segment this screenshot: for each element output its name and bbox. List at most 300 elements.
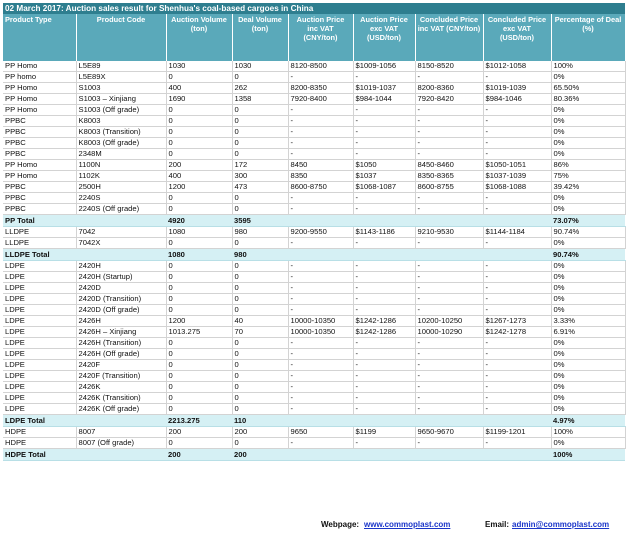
cell-auction-price-usd: -	[353, 138, 415, 149]
cell-auction-volume: 1690	[166, 94, 232, 105]
table-row	[3, 327, 625, 338]
cell-auction-price-cny: -	[288, 238, 353, 249]
cell-deal-volume: 0	[232, 272, 288, 283]
cell-deal-volume: 110	[232, 415, 288, 427]
cell-percentage-deal: 0%	[551, 393, 625, 404]
cell-product-type: LDPE	[3, 316, 76, 327]
cell-product-type: LDPE	[3, 382, 76, 393]
cell-product-code: 2426K (Transition)	[76, 393, 166, 404]
cell-percentage-deal: 39.42%	[551, 182, 625, 193]
cell-deal-volume: 70	[232, 327, 288, 338]
cell-auction-price-cny: -	[288, 338, 353, 349]
cell-auction-volume: 0	[166, 283, 232, 294]
cell-auction-price-cny: -	[288, 149, 353, 160]
table-row	[3, 238, 625, 249]
cell-concluded-price-cny: 8150-8520	[415, 61, 483, 72]
cell-concluded-price-cny: -	[415, 360, 483, 371]
cell-concluded-price-usd: -	[483, 127, 551, 138]
cell-concluded-price-usd: -	[483, 149, 551, 160]
cell-auction-volume: 1200	[166, 182, 232, 193]
cell-concluded-price-cny: -	[415, 272, 483, 283]
cell-auction-price-usd: -	[353, 261, 415, 272]
cell-concluded-price-cny: -	[415, 149, 483, 160]
cell-auction-price-cny: 7920-8400	[288, 94, 353, 105]
cell-deal-volume: 473	[232, 182, 288, 193]
cell-product-type: LLDPE	[3, 227, 76, 238]
cell-product-code: 2426H (Off grade)	[76, 349, 166, 360]
cell-product-type: LDPE	[3, 404, 76, 415]
cell-concluded-price-cny: -	[415, 116, 483, 127]
header-percentage-deal: Percentage of Deal (%)	[551, 14, 625, 61]
cell-auction-volume: 0	[166, 338, 232, 349]
cell-concluded-price-usd: -	[483, 393, 551, 404]
cell-auction-price-usd: $1050	[353, 160, 415, 171]
cell-concluded-price-cny: 10000-10290	[415, 327, 483, 338]
cell-auction-volume: 0	[166, 127, 232, 138]
cell-auction-price-usd: $1019-1037	[353, 83, 415, 94]
table-title: 02 March 2017: Auction sales result for Shenhua's coal-based cargoes in China	[3, 3, 625, 14]
cell-auction-price-cny: -	[288, 72, 353, 83]
cell-concluded-price-cny: 9210-9530	[415, 227, 483, 238]
cell-deal-volume: 980	[232, 227, 288, 238]
cell-product-type: LDPE	[3, 272, 76, 283]
cell-concluded-price-usd: -	[483, 404, 551, 415]
cell-product-type: LDPE	[3, 338, 76, 349]
cell-deal-volume: 0	[232, 72, 288, 83]
cell-percentage-deal: 90.74%	[551, 249, 625, 261]
header-auction-price-cny: Auction Price inc VAT (CNY/ton)	[288, 14, 353, 61]
cell-auction-price-cny: -	[288, 371, 353, 382]
cell-auction-volume: 0	[166, 149, 232, 160]
table-row	[3, 261, 625, 272]
table-row	[3, 105, 625, 116]
cell-concluded-price-cny: -	[415, 349, 483, 360]
cell-product-type: PP Total	[3, 215, 76, 227]
cell-deal-volume: 0	[232, 261, 288, 272]
cell-concluded-price-usd: $1242-1278	[483, 327, 551, 338]
cell-product-type: LDPE	[3, 371, 76, 382]
cell-auction-price-cny: -	[288, 193, 353, 204]
cell-product-type: PPBC	[3, 149, 76, 160]
cell-auction-volume: 0	[166, 261, 232, 272]
cell-product-type: PPBC	[3, 193, 76, 204]
cell-product-code: 8007 (Off grade)	[76, 438, 166, 449]
cell-concluded-price-usd: -	[483, 360, 551, 371]
cell-auction-price-usd: -	[353, 127, 415, 138]
cell-deal-volume: 262	[232, 83, 288, 94]
cell-product-type: LDPE	[3, 283, 76, 294]
cell-auction-volume: 0	[166, 360, 232, 371]
table-body	[3, 61, 625, 461]
cell-percentage-deal: 65.50%	[551, 83, 625, 94]
cell-product-type: LDPE	[3, 327, 76, 338]
cell-deal-volume: 300	[232, 171, 288, 182]
cell-product-code: 2426H	[76, 316, 166, 327]
cell-auction-price-cny: -	[288, 272, 353, 283]
cell-percentage-deal: 90.74%	[551, 227, 625, 238]
cell-auction-price-usd	[353, 449, 415, 461]
cell-percentage-deal: 0%	[551, 294, 625, 305]
table-row	[3, 427, 625, 438]
cell-auction-volume: 1080	[166, 249, 232, 261]
cell-deal-volume: 0	[232, 404, 288, 415]
table-row	[3, 438, 625, 449]
cell-auction-price-usd: -	[353, 349, 415, 360]
cell-auction-volume: 2213.275	[166, 415, 232, 427]
cell-product-type: LDPE	[3, 294, 76, 305]
cell-product-code: 7042	[76, 227, 166, 238]
cell-product-code: L5E89	[76, 61, 166, 72]
webpage-link[interactable]: www.commoplast.com	[364, 520, 451, 529]
cell-auction-volume: 0	[166, 238, 232, 249]
table-row	[3, 193, 625, 204]
cell-percentage-deal: 0%	[551, 404, 625, 415]
cell-auction-price-cny	[288, 249, 353, 261]
cell-auction-price-cny: -	[288, 261, 353, 272]
table-row	[3, 404, 625, 415]
cell-auction-volume: 200	[166, 427, 232, 438]
cell-auction-price-usd: -	[353, 193, 415, 204]
cell-deal-volume: 0	[232, 360, 288, 371]
cell-concluded-price-usd: -	[483, 283, 551, 294]
header-concluded-price-usd: Concluded Price exc VAT (USD/ton)	[483, 14, 551, 61]
email-link[interactable]: admin@commoplast.com	[512, 520, 610, 529]
table-row	[3, 116, 625, 127]
cell-auction-price-usd: -	[353, 294, 415, 305]
cell-product-code: S1003	[76, 83, 166, 94]
cell-concluded-price-cny: -	[415, 238, 483, 249]
cell-concluded-price-usd: $1199-1201	[483, 427, 551, 438]
cell-concluded-price-cny: -	[415, 105, 483, 116]
cell-deal-volume: 0	[232, 393, 288, 404]
cell-concluded-price-usd: $1144-1184	[483, 227, 551, 238]
cell-product-type: LLDPE Total	[3, 249, 76, 261]
cell-auction-price-usd: -	[353, 382, 415, 393]
cell-auction-price-cny	[288, 215, 353, 227]
cell-percentage-deal: 73.07%	[551, 215, 625, 227]
cell-deal-volume: 40	[232, 316, 288, 327]
table-row	[3, 360, 625, 371]
cell-auction-price-usd	[353, 249, 415, 261]
cell-auction-volume: 0	[166, 305, 232, 316]
cell-concluded-price-cny: -	[415, 261, 483, 272]
cell-product-type: PP Homo	[3, 61, 76, 72]
cell-concluded-price-usd: -	[483, 272, 551, 283]
cell-auction-volume: 0	[166, 404, 232, 415]
cell-product-code: L5E89X	[76, 72, 166, 83]
cell-concluded-price-usd: $1068-1088	[483, 182, 551, 193]
table-row	[3, 182, 625, 193]
cell-concluded-price-cny: -	[415, 72, 483, 83]
cell-concluded-price-usd	[483, 415, 551, 427]
cell-auction-volume: 0	[166, 204, 232, 215]
cell-concluded-price-cny	[415, 449, 483, 461]
cell-auction-price-usd: -	[353, 338, 415, 349]
cell-product-code: 2420D	[76, 283, 166, 294]
cell-deal-volume: 3595	[232, 215, 288, 227]
cell-deal-volume: 200	[232, 449, 288, 461]
cell-auction-price-usd: -	[353, 272, 415, 283]
cell-auction-price-usd: -	[353, 283, 415, 294]
cell-auction-volume: 0	[166, 382, 232, 393]
cell-concluded-price-cny: -	[415, 404, 483, 415]
cell-auction-price-usd	[353, 415, 415, 427]
cell-auction-price-usd: -	[353, 72, 415, 83]
cell-concluded-price-usd: -	[483, 261, 551, 272]
cell-concluded-price-usd: -	[483, 349, 551, 360]
cell-product-code: 2420H (Startup)	[76, 272, 166, 283]
cell-product-type: PP Homo	[3, 94, 76, 105]
cell-concluded-price-cny: -	[415, 138, 483, 149]
cell-percentage-deal: 0%	[551, 204, 625, 215]
header-auction-price-usd: Auction Price exc VAT (USD/ton)	[353, 14, 415, 61]
cell-deal-volume: 172	[232, 160, 288, 171]
cell-concluded-price-usd: -	[483, 294, 551, 305]
cell-concluded-price-usd: $984-1046	[483, 94, 551, 105]
cell-product-type: PP Homo	[3, 105, 76, 116]
cell-percentage-deal: 0%	[551, 338, 625, 349]
cell-auction-price-cny: -	[288, 294, 353, 305]
cell-auction-price-usd: -	[353, 238, 415, 249]
cell-auction-price-usd: $1199	[353, 427, 415, 438]
cell-percentage-deal: 0%	[551, 360, 625, 371]
table-row	[3, 171, 625, 182]
cell-product-type: PP Homo	[3, 160, 76, 171]
cell-product-type: HDPE	[3, 438, 76, 449]
cell-product-code: 2420D (Off grade)	[76, 305, 166, 316]
cell-percentage-deal: 0%	[551, 127, 625, 138]
cell-product-code: 1102K	[76, 171, 166, 182]
cell-auction-volume: 0	[166, 72, 232, 83]
cell-concluded-price-usd: -	[483, 105, 551, 116]
cell-concluded-price-cny	[415, 249, 483, 261]
cell-product-type: LDPE	[3, 305, 76, 316]
table-row	[3, 83, 625, 94]
cell-concluded-price-usd: $1050-1051	[483, 160, 551, 171]
cell-product-code: 2420F	[76, 360, 166, 371]
cell-percentage-deal: 0%	[551, 138, 625, 149]
cell-product-code: S1003 – Xinjiang	[76, 94, 166, 105]
cell-product-type: PPBC	[3, 127, 76, 138]
cell-deal-volume: 0	[232, 116, 288, 127]
cell-concluded-price-cny: -	[415, 127, 483, 138]
cell-deal-volume: 0	[232, 204, 288, 215]
cell-auction-volume: 400	[166, 83, 232, 94]
cell-concluded-price-cny: 8200-8360	[415, 83, 483, 94]
cell-concluded-price-cny: -	[415, 193, 483, 204]
total-row	[3, 415, 625, 427]
cell-deal-volume: 0	[232, 438, 288, 449]
cell-auction-price-cny: -	[288, 127, 353, 138]
cell-auction-price-cny: -	[288, 204, 353, 215]
cell-deal-volume: 0	[232, 294, 288, 305]
cell-concluded-price-cny: 8450-8460	[415, 160, 483, 171]
table-row	[3, 338, 625, 349]
cell-auction-price-usd: $1068-1087	[353, 182, 415, 193]
cell-auction-volume: 200	[166, 160, 232, 171]
cell-auction-price-usd: $1143-1186	[353, 227, 415, 238]
cell-percentage-deal: 0%	[551, 72, 625, 83]
cell-concluded-price-usd: -	[483, 382, 551, 393]
cell-deal-volume: 0	[232, 193, 288, 204]
cell-product-code: 2420H	[76, 261, 166, 272]
cell-product-type: PP homo	[3, 72, 76, 83]
total-row	[3, 249, 625, 261]
cell-auction-price-cny: 9650	[288, 427, 353, 438]
cell-concluded-price-usd: -	[483, 193, 551, 204]
cell-concluded-price-cny: 8350-8365	[415, 171, 483, 182]
cell-concluded-price-usd	[483, 449, 551, 461]
table-row	[3, 349, 625, 360]
cell-percentage-deal: 0%	[551, 105, 625, 116]
cell-percentage-deal: 0%	[551, 371, 625, 382]
cell-percentage-deal: 6.91%	[551, 327, 625, 338]
cell-deal-volume: 0	[232, 338, 288, 349]
cell-percentage-deal: 100%	[551, 449, 625, 461]
cell-product-code: K8003 (Off grade)	[76, 138, 166, 149]
cell-auction-price-cny: 10000-10350	[288, 316, 353, 327]
cell-percentage-deal: 0%	[551, 283, 625, 294]
cell-auction-volume: 1200	[166, 316, 232, 327]
cell-product-type: PPBC	[3, 204, 76, 215]
cell-percentage-deal: 0%	[551, 349, 625, 360]
webpage-label: Webpage:	[321, 520, 360, 529]
cell-auction-volume: 1013.275	[166, 327, 232, 338]
cell-percentage-deal: 0%	[551, 438, 625, 449]
cell-product-code	[76, 449, 166, 461]
cell-deal-volume: 0	[232, 127, 288, 138]
table-row	[3, 294, 625, 305]
cell-auction-volume: 0	[166, 105, 232, 116]
cell-concluded-price-usd: -	[483, 438, 551, 449]
cell-concluded-price-usd: -	[483, 138, 551, 149]
cell-auction-price-cny: -	[288, 360, 353, 371]
cell-auction-price-usd: -	[353, 404, 415, 415]
cell-auction-volume: 0	[166, 393, 232, 404]
cell-concluded-price-usd: $1037-1039	[483, 171, 551, 182]
cell-concluded-price-cny	[415, 415, 483, 427]
cell-concluded-price-usd: -	[483, 116, 551, 127]
cell-concluded-price-cny: -	[415, 294, 483, 305]
cell-auction-price-cny: 9200-9550	[288, 227, 353, 238]
cell-concluded-price-cny: -	[415, 283, 483, 294]
cell-product-code: 2426K	[76, 382, 166, 393]
table-row	[3, 138, 625, 149]
cell-auction-price-cny: -	[288, 349, 353, 360]
cell-auction-price-cny: 8350	[288, 171, 353, 182]
cell-auction-volume: 1080	[166, 227, 232, 238]
header-auction-volume: Auction Volume (ton)	[166, 14, 232, 61]
cell-concluded-price-usd: -	[483, 238, 551, 249]
cell-auction-price-cny	[288, 415, 353, 427]
cell-product-type: LDPE Total	[3, 415, 76, 427]
cell-percentage-deal: 0%	[551, 382, 625, 393]
cell-auction-price-cny: 10000-10350	[288, 327, 353, 338]
cell-deal-volume: 200	[232, 427, 288, 438]
cell-auction-price-usd: $984-1044	[353, 94, 415, 105]
cell-percentage-deal: 80.36%	[551, 94, 625, 105]
cell-deal-volume: 0	[232, 105, 288, 116]
cell-product-code: 2348M	[76, 149, 166, 160]
table-row	[3, 72, 625, 83]
header-deal-volume: Deal Volume (ton)	[232, 14, 288, 61]
cell-product-type: LDPE	[3, 360, 76, 371]
cell-concluded-price-cny: 10200-10250	[415, 316, 483, 327]
cell-auction-price-usd: -	[353, 149, 415, 160]
cell-product-code: 2500H	[76, 182, 166, 193]
cell-percentage-deal: 0%	[551, 149, 625, 160]
table-row	[3, 61, 625, 72]
cell-product-type: PPBC	[3, 182, 76, 193]
cell-auction-price-cny: -	[288, 382, 353, 393]
cell-concluded-price-cny: -	[415, 338, 483, 349]
cell-percentage-deal: 4.97%	[551, 415, 625, 427]
header-product-code: Product Code	[76, 14, 166, 61]
table-row	[3, 204, 625, 215]
cell-product-code	[76, 249, 166, 261]
cell-concluded-price-usd: $1019-1039	[483, 83, 551, 94]
cell-deal-volume: 0	[232, 283, 288, 294]
total-row	[3, 215, 625, 227]
cell-deal-volume: 980	[232, 249, 288, 261]
cell-auction-volume: 4920	[166, 215, 232, 227]
cell-concluded-price-usd	[483, 215, 551, 227]
cell-product-type: LDPE	[3, 393, 76, 404]
cell-product-type: PPBC	[3, 138, 76, 149]
cell-auction-volume: 0	[166, 116, 232, 127]
cell-concluded-price-cny: 9650-9670	[415, 427, 483, 438]
cell-auction-volume: 200	[166, 449, 232, 461]
table-row	[3, 283, 625, 294]
cell-concluded-price-usd: -	[483, 204, 551, 215]
cell-deal-volume: 0	[232, 149, 288, 160]
cell-concluded-price-cny: -	[415, 305, 483, 316]
table-row	[3, 272, 625, 283]
table-row	[3, 382, 625, 393]
cell-auction-price-usd: -	[353, 393, 415, 404]
cell-auction-volume: 400	[166, 171, 232, 182]
cell-percentage-deal: 0%	[551, 116, 625, 127]
cell-auction-volume: 0	[166, 272, 232, 283]
cell-auction-price-usd: -	[353, 204, 415, 215]
cell-deal-volume: 0	[232, 349, 288, 360]
cell-product-code: 2420F (Transition)	[76, 371, 166, 382]
cell-percentage-deal: 0%	[551, 305, 625, 316]
cell-deal-volume: 0	[232, 138, 288, 149]
cell-auction-price-usd: -	[353, 116, 415, 127]
cell-auction-volume: 0	[166, 294, 232, 305]
cell-percentage-deal: 100%	[551, 427, 625, 438]
cell-auction-price-cny: 8600-8750	[288, 182, 353, 193]
cell-product-type: LLDPE	[3, 238, 76, 249]
cell-percentage-deal: 0%	[551, 261, 625, 272]
cell-concluded-price-cny: -	[415, 382, 483, 393]
table-row	[3, 94, 625, 105]
cell-product-code	[76, 215, 166, 227]
cell-concluded-price-usd: $1012-1058	[483, 61, 551, 72]
cell-auction-price-usd: $1242-1286	[353, 316, 415, 327]
cell-auction-price-usd: -	[353, 105, 415, 116]
cell-product-code: 2426H (Transition)	[76, 338, 166, 349]
cell-auction-price-cny: -	[288, 105, 353, 116]
cell-product-code: K8003	[76, 116, 166, 127]
table-row	[3, 371, 625, 382]
cell-concluded-price-usd: -	[483, 72, 551, 83]
cell-auction-price-cny: -	[288, 283, 353, 294]
cell-product-code: 2420D (Transition)	[76, 294, 166, 305]
cell-percentage-deal: 75%	[551, 171, 625, 182]
cell-deal-volume: 1358	[232, 94, 288, 105]
